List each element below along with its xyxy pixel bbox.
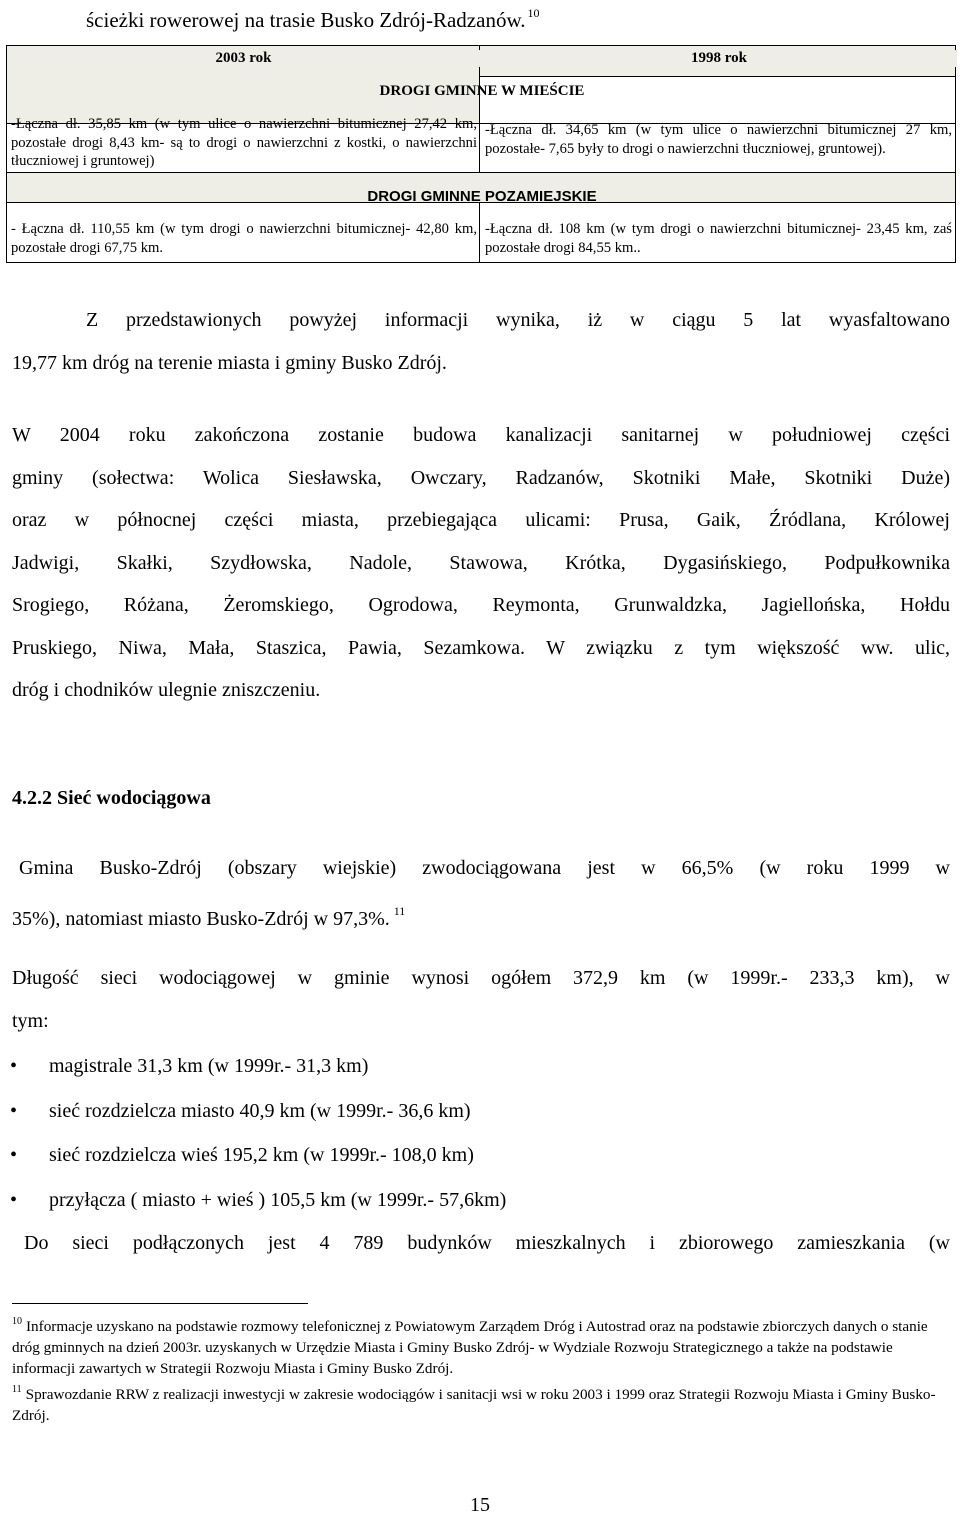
footnote-separator [12, 1303, 308, 1304]
sewer-line-5: Srogiego, Różana, Żeromskiego, Ogrodowa, Reymonta, Grunwaldzka, Jagiellońska, Hołdu [12, 594, 950, 616]
footnote-text: Informacje uzyskano na podstawie rozmowy telefonicznej z Powiatowym Zarządem Dróg i Autostrad oraz na podstawie zbiorczych danych o stanie dróg gminnych na dzień 2003r. uzyskanych w Urzędzie Miasta i Gminy Busko Zdrój- w Wydziale Rozwoju Strategicznego a także na podstawie informacji zawartych w Strategii Rozwoju Miasta i Gminy Busko Zdrój. [12, 1318, 928, 1377]
header-2003: 2003 rok [7, 50, 480, 67]
intro-text: ścieżki rowerowej na trasie Busko Zdrój-Radzanów. [86, 8, 526, 32]
list-item: • przyłącza ( miasto + wieś ) 105,5 km (w 1999r.- 57,6km) [0, 1180, 506, 1225]
footnote-10 [12, 1311, 947, 1379]
buildings-paragraph [12, 1222, 950, 1265]
roads-table [6, 45, 956, 263]
intro-line [86, 6, 540, 33]
network-breakdown-list [0, 1046, 506, 1224]
section-city-roads: DROGI GMINNE W MIEŚCIE [379, 83, 585, 99]
buildings-line: Do sieci podłączonych jest 4 789 budynków mieszkalnych i zbiorowego zamieszkania (w [24, 1232, 950, 1254]
sewer-line-4: Jadwigi, Skałki, Szydłowska, Nadole, Stawowa, Krótka, Dygasińskiego, Podpułkownika [12, 551, 950, 574]
summary-line-1: Z przedstawionych powyżej informacji wynika, iż w ciągu 5 lat wyasfaltowano [86, 309, 950, 331]
length-line-2: tym: [12, 1009, 49, 1032]
page-number: 15 [470, 1494, 490, 1516]
footnote-number: 10 [12, 1316, 22, 1327]
rural-1998-cell: -Łączna dł. 108 km (w tym drogi o nawierzchni bitumicznej- 23,45 km, zaś pozostałe drogi 84,55 km.. [485, 221, 952, 256]
network-length-paragraph [12, 957, 950, 1042]
footnote-ref-11: 11 [393, 903, 406, 918]
summary-paragraph [12, 299, 950, 384]
header-1998: 1998 rok [481, 50, 957, 67]
footnote-text: Sprawozdanie RRW z realizacji inwestycji w zakresie wodociągów i sanitacji wsi w roku 2003 i 1999 oraz Strategii Rozwoju Miasta i Gminy Busko-Zdrój. [12, 1386, 936, 1424]
sewer-line-3: oraz w północnej części miasta, przebiegająca ulicami: Prusa, Gaik, Źródlana, Królowej [12, 509, 950, 531]
section-rural-roads: DROGI GMINNE POZAMIEJSKIE [367, 188, 597, 205]
length-line-1: Długość sieci wodociągowej w gminie wynosi ogółem 372,9 km (w 1999r.- 233,3 km), w [12, 967, 950, 989]
water-line-1: Gmina Busko-Zdrój (obszary wiejskie) zwodociągowana jest w 66,5% (w roku 1999 w [19, 857, 950, 879]
sewer-line-7: dróg i chodników ulegnie zniszczeniu. [12, 679, 321, 701]
list-item: • sieć rozdzielcza wieś 195,2 km (w 1999r.- 108,0 km) [0, 1135, 506, 1180]
section-heading-water-network: 4.2.2 Sieć wodociągowa [12, 787, 211, 809]
water-coverage-paragraph [12, 847, 950, 932]
water-line-2-text: 35%), natomiast miasto Busko-Zdrój w 97,3%. [12, 907, 390, 930]
footnote-ref-10: 10 [527, 6, 540, 20]
rural-2003-cell: - Łączna dł. 110,55 km (w tym drogi o nawierzchni bitumicznej- 42,80 km, pozostałe drogi 67,75 km. [11, 221, 477, 256]
sewer-line-6: Pruskiego, Niwa, Mała, Staszica, Pawia, Sezamkowa. W związku z tym większość ww. ulic, [12, 636, 950, 659]
list-item: • magistrale 31,3 km (w 1999r.- 31,3 km) [0, 1046, 506, 1091]
city-2003-cell: -Łączna dł. 35,85 km (w tym ulice o nawierzchni bitumicznej 27,42 km, pozostałe drogi 8,43 km- są to drogi o nawierzchni z kostki, o nawierzchni tłuczniowej i gruntowej) [11, 116, 477, 169]
footnotes [12, 1311, 947, 1426]
footnote-11 [12, 1379, 947, 1426]
city-1998-cell: -Łączna dł. 34,65 km (w tym ulice o nawierzchni bitumicznej 27 km, pozostałe- 7,65 były to drogi o nawierzchni tłuczniowej, gruntowej). [485, 122, 952, 157]
list-item: • sieć rozdzielcza miasto 40,9 km (w 1999r.- 36,6 km) [0, 1091, 506, 1136]
summary-line-2: 19,77 km dróg na terenie miasta i gminy Busko Zdrój. [12, 351, 447, 374]
water-line-2 [12, 890, 950, 933]
sewer-line-1: W 2004 roku zakończona zostanie budowa kanalizacji sanitarnej w południowej części [12, 424, 950, 446]
sewer-paragraph [12, 414, 950, 712]
sewer-line-2: gminy (sołectwa: Wolica Siesławska, Owczary, Radzanów, Skotniki Małe, Skotniki Duże) [12, 466, 950, 489]
footnote-number: 11 [12, 1384, 22, 1395]
